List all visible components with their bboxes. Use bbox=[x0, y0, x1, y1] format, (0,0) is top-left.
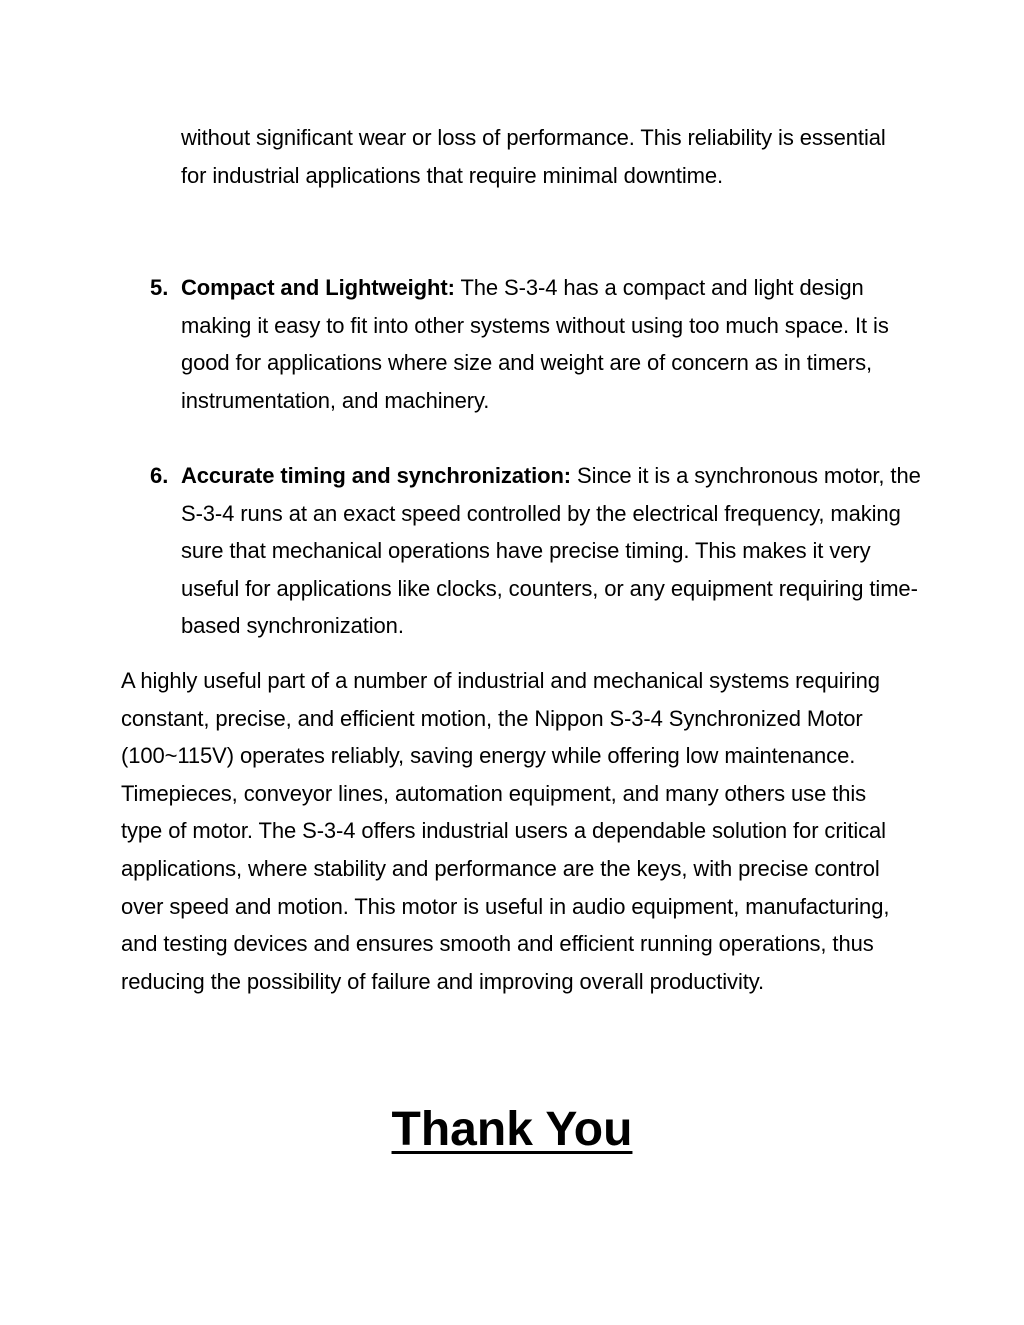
feature-title: Accurate timing and synchronization: bbox=[181, 463, 572, 488]
continued-paragraph: without significant wear or loss of performance. This reliability is essential for industrial applications that require minimal downtime. bbox=[181, 125, 886, 188]
feature-number: 6. bbox=[150, 463, 169, 488]
feature-body: The S-3-4 has a compact and light design making it easy to fit into other systems without using too much space. It is good for applications where size and weight are of concern as in timers, instrumentation, and machinery. bbox=[181, 275, 889, 413]
closing-heading: Thank You bbox=[391, 1103, 633, 1156]
feature-text bbox=[181, 457, 921, 645]
feature-text bbox=[181, 269, 921, 419]
feature-body: Since it is a synchronous motor, the S-3-4 runs at an exact speed controlled by the electrical frequency, making sure that mechanical operations have precise timing. This makes it very useful for applications like clocks, counters, or any equipment requiring time-based synchronization. bbox=[181, 463, 921, 639]
summary-paragraph: A highly useful part of a number of industrial and mechanical systems requiring constant, precise, and efficient motion, the Nippon S-3-4 Synchronized Motor (100~115V) operates reliably, saving energy while offering low maintenance. Timepieces, conveyor lines, automation equipment, and many others use this type of motor. The S-3-4 offers industrial users a dependable solution for critical applications, where stability and performance are the keys, with precise control over speed and motion. This motor is useful in audio equipment, manufacturing, and testing devices and ensures smooth and efficient running operations, thus reducing the possibility of failure and improving overall productivity. bbox=[121, 668, 890, 994]
feature-title: Compact and Lightweight: bbox=[181, 275, 455, 300]
feature-number: 5. bbox=[150, 275, 169, 300]
